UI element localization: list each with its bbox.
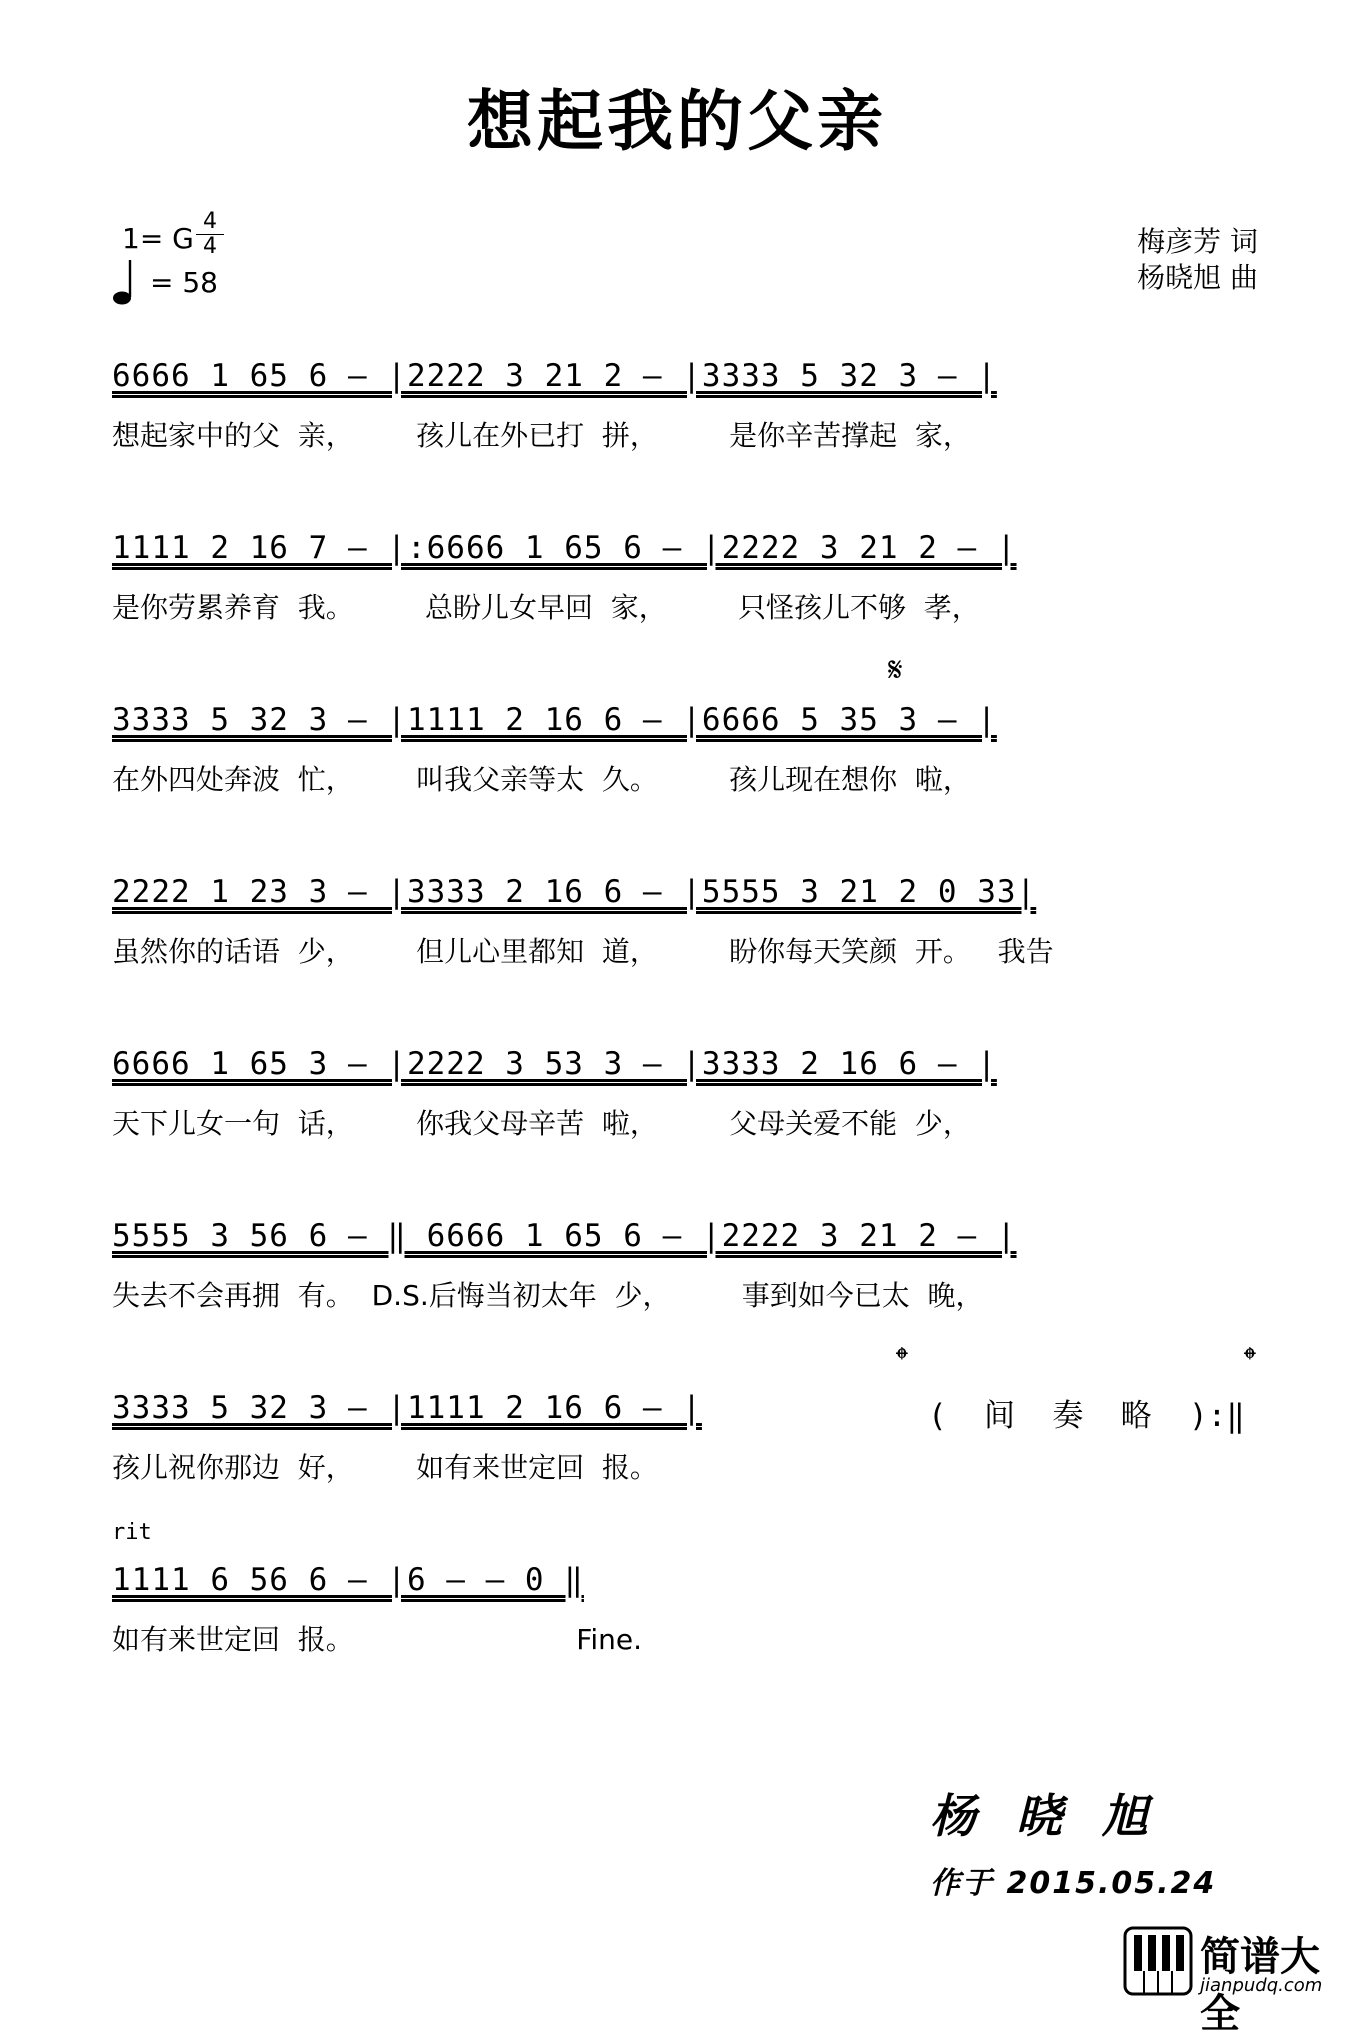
melody-line: 3333 5 32 3 – |1111 2 16 6 – |6666 5 35 3 – | — [112, 702, 997, 738]
lyrics-line: 虽然你的话语 少， 但儿心里都知 道， 盼你每天笑颜 开。 我告 — [112, 935, 1054, 968]
melody-line: 1111 6 56 6 – |6 – – 0 ‖ — [112, 1562, 584, 1598]
watermark-logo — [1124, 1925, 1354, 2037]
composition-date: 作于 2015.05.24 — [930, 1866, 1217, 1901]
coda-icon: 𝄌 — [896, 1340, 908, 1380]
key-signature: 1= G — [122, 222, 194, 255]
quarter-note-icon — [113, 258, 139, 306]
melody-line: 1111 2 16 7 – |:6666 1 65 6 – |2222 3 21 2 – | — [112, 530, 1017, 566]
score-system-7 — [0, 1390, 1354, 1530]
melody-line: 6666 1 65 6 – |2222 3 21 2 – |3333 5 32 3 – | — [112, 358, 997, 394]
ritardando-marking: rit — [112, 1520, 152, 1545]
watermark-url: jianpudq.com — [1200, 1975, 1323, 1996]
time-signature-bottom: 4 — [203, 234, 217, 259]
score-system-5 — [0, 1046, 1354, 1186]
lyrics-line: 天下儿女一句 话， 你我父母辛苦 啦， 父母关爱不能 少， — [112, 1107, 971, 1140]
coda-icon: 𝄌 — [1244, 1340, 1256, 1380]
score-system-3 — [0, 702, 1354, 842]
score-system-1 — [0, 358, 1354, 498]
watermark-text: 简谱大全 — [1200, 1934, 1320, 2037]
piano-keys-icon — [1124, 1927, 1192, 1997]
lyrics-line: 孩儿祝你那边 好， 如有来世定回 报。 — [112, 1451, 658, 1484]
time-signature-top: 4 — [203, 209, 217, 234]
time-signature — [196, 209, 224, 259]
score-system-4 — [0, 874, 1354, 1014]
interlude-marking: ( 间 奏 略 ):‖ — [928, 1398, 1245, 1434]
tempo-marking: = 58 — [150, 266, 218, 299]
score-system-8 — [0, 1562, 1354, 1702]
melody-line: 3333 5 32 3 – |1111 2 16 6 – | — [112, 1390, 702, 1426]
melody-line: 6666 1 65 3 – |2222 3 53 3 – |3333 2 16 6 – | — [112, 1046, 997, 1082]
lyrics-line: 失去不会再拥 有。 D.S.后悔当初太年 少， 事到如今已太 晚， — [112, 1279, 984, 1312]
song-title: 想起我的父亲 — [467, 83, 887, 160]
melody-line: 5555 3 56 6 – ‖ 6666 1 65 6 – |2222 3 21 2 – | — [112, 1218, 1017, 1254]
lyrics-line: 如有来世定回 报。 Fine. — [112, 1623, 643, 1656]
lyrics-line: 是你劳累养育 我。 总盼儿女早回 家， 只怪孩儿不够 孝， — [112, 591, 980, 624]
lyrics-line: 想起家中的父 亲， 孩儿在外已打 拼， 是你辛苦撑起 家， — [112, 419, 971, 452]
segno-icon: 𝄋 — [888, 650, 903, 690]
melody-line: 2222 1 23 3 – |3333 2 16 6 – |5555 3 21 2 0 33| — [112, 874, 1037, 910]
composer-credit: 杨晓旭 曲 — [1137, 261, 1258, 294]
score-system-2 — [0, 530, 1354, 670]
score-system-6 — [0, 1218, 1354, 1358]
composer-signature: 杨晓旭 — [930, 1789, 1188, 1843]
lyrics-line: 在外四处奔波 忙， 叫我父亲等太 久。 孩儿现在想你 啦， — [112, 763, 971, 796]
lyricist-credit: 梅彦芳 词 — [1137, 225, 1258, 258]
